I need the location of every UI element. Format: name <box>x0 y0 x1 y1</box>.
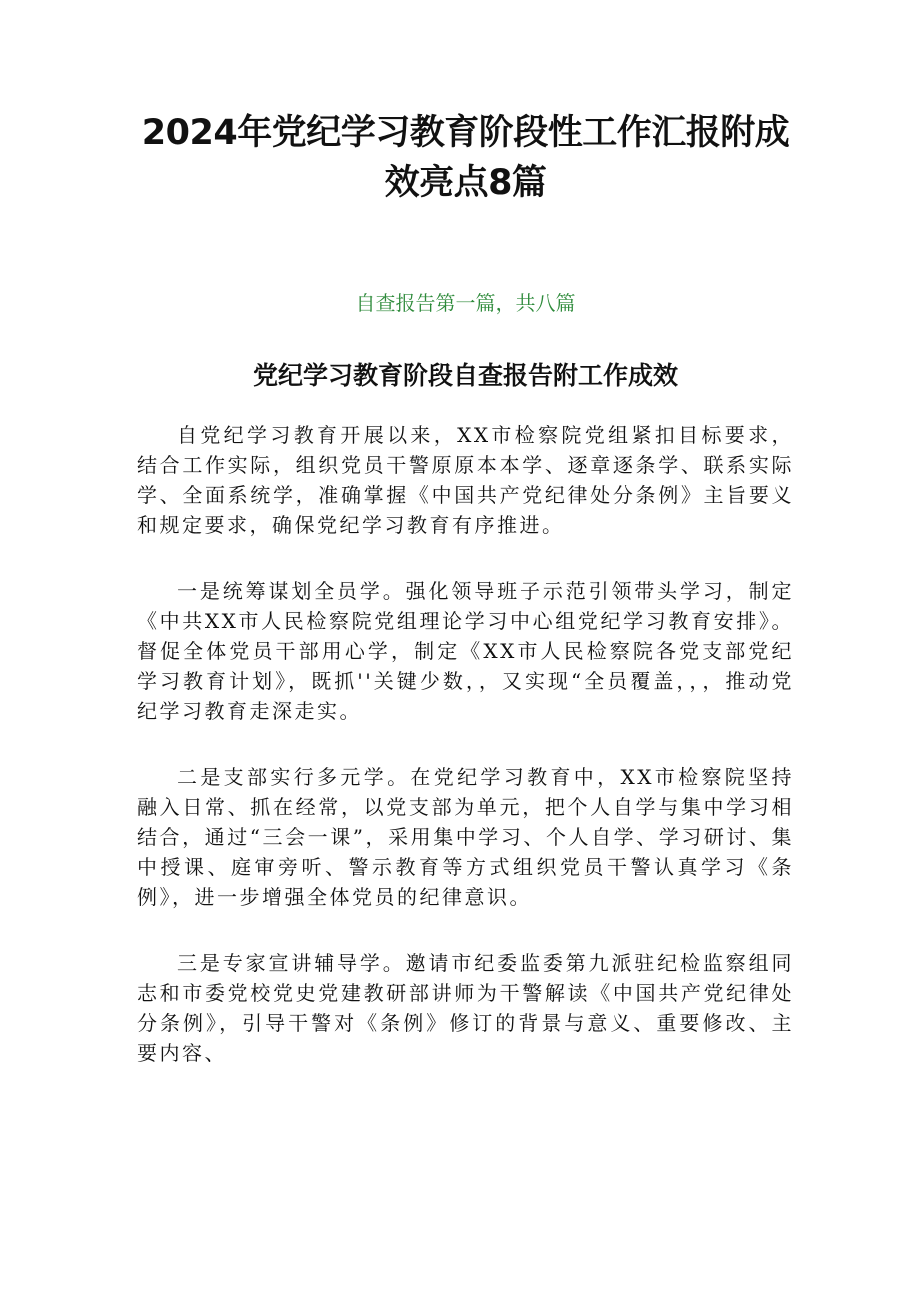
paragraph-point-three: 三是专家宣讲辅导学。邀请市纪委监委第九派驻纪检监察组同志和市委党校党史党建教研部讲师为干警解读《中国共产党纪律处分条例》，引导干警对《条例》修订的背景与意义、重要修改、主要内容、 <box>137 951 794 1065</box>
paragraph-point-two: 二是支部实行多元学。在党纪学习教育中，XX市检察院坚持融入日常、抓在经常，以党支部为单元，把个人自学与集中学习相结合，通过“三会一课”，采用集中学习、个人自学、学习研讨、集中授课、庭审旁听、警示教育等方式组织党员干警认真学习《条例》，进一步增强全体党员的纪律意识。 <box>137 765 794 909</box>
document-subtitle: 自查报告第一篇，共八篇 <box>355 291 576 315</box>
paragraph-point-one: 一是统筹谋划全员学。强化领导班子示范引领带头学习，制定《中共XX市人民检察院党组理论学习中心组党纪学习教育安排》。督促全体党员干部用心学，制定《XX市人民检察院各党支部党纪学习教育计划》，既抓''关键少数，，又实现“全员覆盖，，，推动党纪学习教育走深走实。 <box>137 579 794 723</box>
section-title: 党纪学习教育阶段自查报告附工作成效 <box>252 361 678 390</box>
paragraph-intro: 自党纪学习教育开展以来，XX市检察院党组紧扣目标要求，结合工作实际，组织党员干警原原本本学、逐章逐条学、联系实际学、全面系统学，准确掌握《中国共产党纪律处分条例》主旨要义和规定要求，确保党纪学习教育有序推进。 <box>137 423 794 537</box>
document-title: 2024年党纪学习教育阶段性工作汇报附成效亮点8篇 <box>141 113 790 203</box>
